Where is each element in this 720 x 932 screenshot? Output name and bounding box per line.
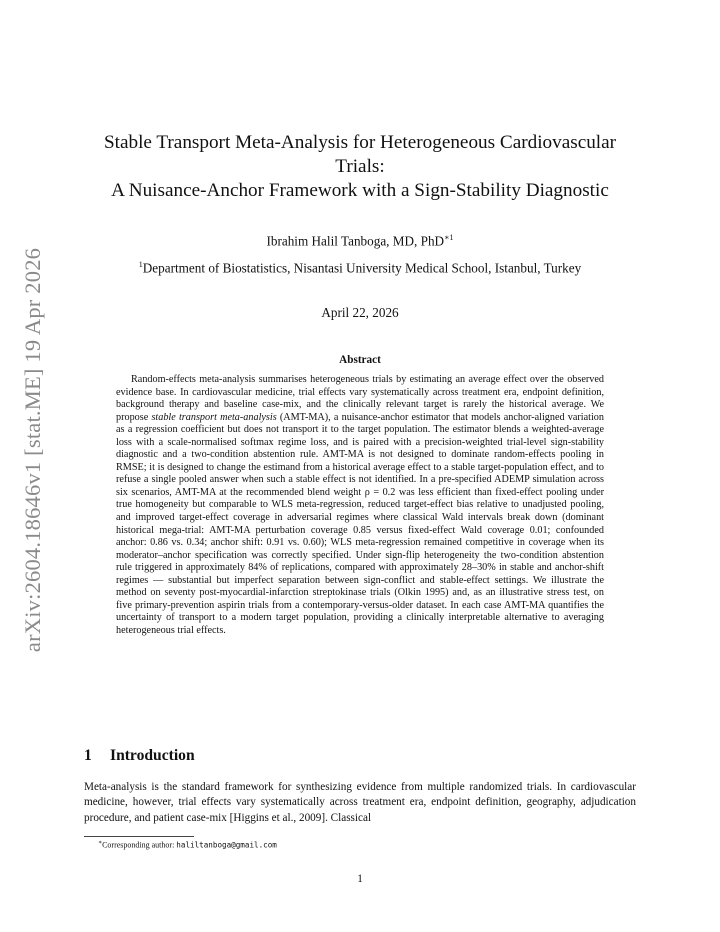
arxiv-identifier-stamp: arXiv:2604.18646v1 [stat.ME] 19 Apr 2026: [20, 247, 45, 653]
author-line: [84, 233, 636, 249]
footnote-email: haliltanboga@gmail.com: [176, 840, 277, 850]
author-name: Ibrahim Halil Tanboga, MD, PhD: [266, 233, 445, 249]
section-heading: [84, 747, 195, 765]
footnote: [98, 839, 277, 850]
affiliation-mark: 1: [138, 260, 143, 270]
author-marks: ∗1: [444, 233, 454, 242]
paper-date: April 22, 2026: [321, 304, 399, 320]
footnote-label: Corresponding author:: [102, 840, 177, 850]
abstract-text-part-1: Random-effects meta-analysis summarises heterogeneous trials by estimating an average effect over the observed evidence base. In cardiovascular medicine, trial effects vary systematically across treatment era, endpoint definition, background therapy and baseline case-mix, and the clinically relevant target is rarely the historical average. We propose: [116, 374, 604, 423]
title-line-2: Trials:: [335, 156, 385, 177]
title-line-3: A Nuisance-Anchor Framework with a Sign-Stability Diagnostic: [111, 180, 609, 201]
abstract-text-part-2: (AMT-MA), a nuisance-anchor estimator that models anchor-aligned variation as a regression coefficient but does not transport it to the target population. The estimator blends a weighted-average loss with a scale-normalised softmax regime loss, and is paired with a precision-weighted trial-level sign-stability diagnostic and a two-condition abstention rule. AMT-MA is not designed to dominate random-effects pooling in RMSE; it is designed to change the estimand from a historical average effect to a stable target-population effect, and to refuse a single pooled answer when such a stable effect is not identified. In a pre-specified ADEMP simulation across six scenarios, AMT-MA at the recommended blend weight ρ = 0.2 was less efficient than fixed-effect pooling under true homogeneity but comparable to WLS meta-regression, reduced target-effect bias relative to unadjusted pooling, and improved target-effect coverage in adversarial regimes where classical Wald intervals break down (dominant historical mega-trial: AMT-MA perturbation coverage 0.85 versus fixed-effect Wald coverage 0.01; confounded anchor: 0.86 vs. 0.34; anchor shift: 0.91 vs. 0.60); WLS meta-regression remained competitive in coverage when its moderator–anchor specification was correctly specified. Under sign-flip heterogeneity the two-condition abstention rule triggered in approximately 84% of replications, compared with approximately 28–30% in stable and anchor-shift regimes — substantial but imperfect separation between sign-conflict and stable-effect settings. We illustrate the method on seventy post-myocardial-infarction streptokinase trials (Olkin 1995) and, as an illustrative stress test, on five primary-prevention aspirin trials from a contemporary-versus-older dataset. In each case AMT-MA quantifies the uncertainty of transport to a modern target population, providing a clinically interpretable alternative to averaging heterogeneous trial effects.: [116, 411, 604, 636]
paper-title: [84, 131, 636, 203]
section-title: Introduction: [110, 747, 195, 764]
footnote-rule: [84, 836, 194, 837]
introduction-paragraph: Meta-analysis is the standard framework for synthesizing evidence from multiple randomized trials. In cardiovascular medicine, however, trial effects vary systematically across treatment era, endpoint definition, geography, adjudication procedure, and patient case-mix [Higgins et al., 2009]. Classical: [84, 781, 636, 824]
title-block: [84, 131, 636, 321]
affiliation-line: [84, 260, 636, 276]
section-number: 1: [84, 747, 92, 764]
abstract-heading: Abstract: [339, 354, 381, 366]
abstract-emphasis: stable transport meta-analysis: [151, 411, 277, 423]
page-number: 1: [357, 873, 363, 885]
affiliation-text: Department of Biostatistics, Nisantasi University Medical School, Istanbul, Turkey: [142, 260, 582, 276]
footnote-mark: ∗: [98, 840, 103, 846]
abstract-body: [116, 374, 604, 637]
title-line-1: Stable Transport Meta-Analysis for Heterogeneous Cardiovascular: [103, 132, 617, 153]
